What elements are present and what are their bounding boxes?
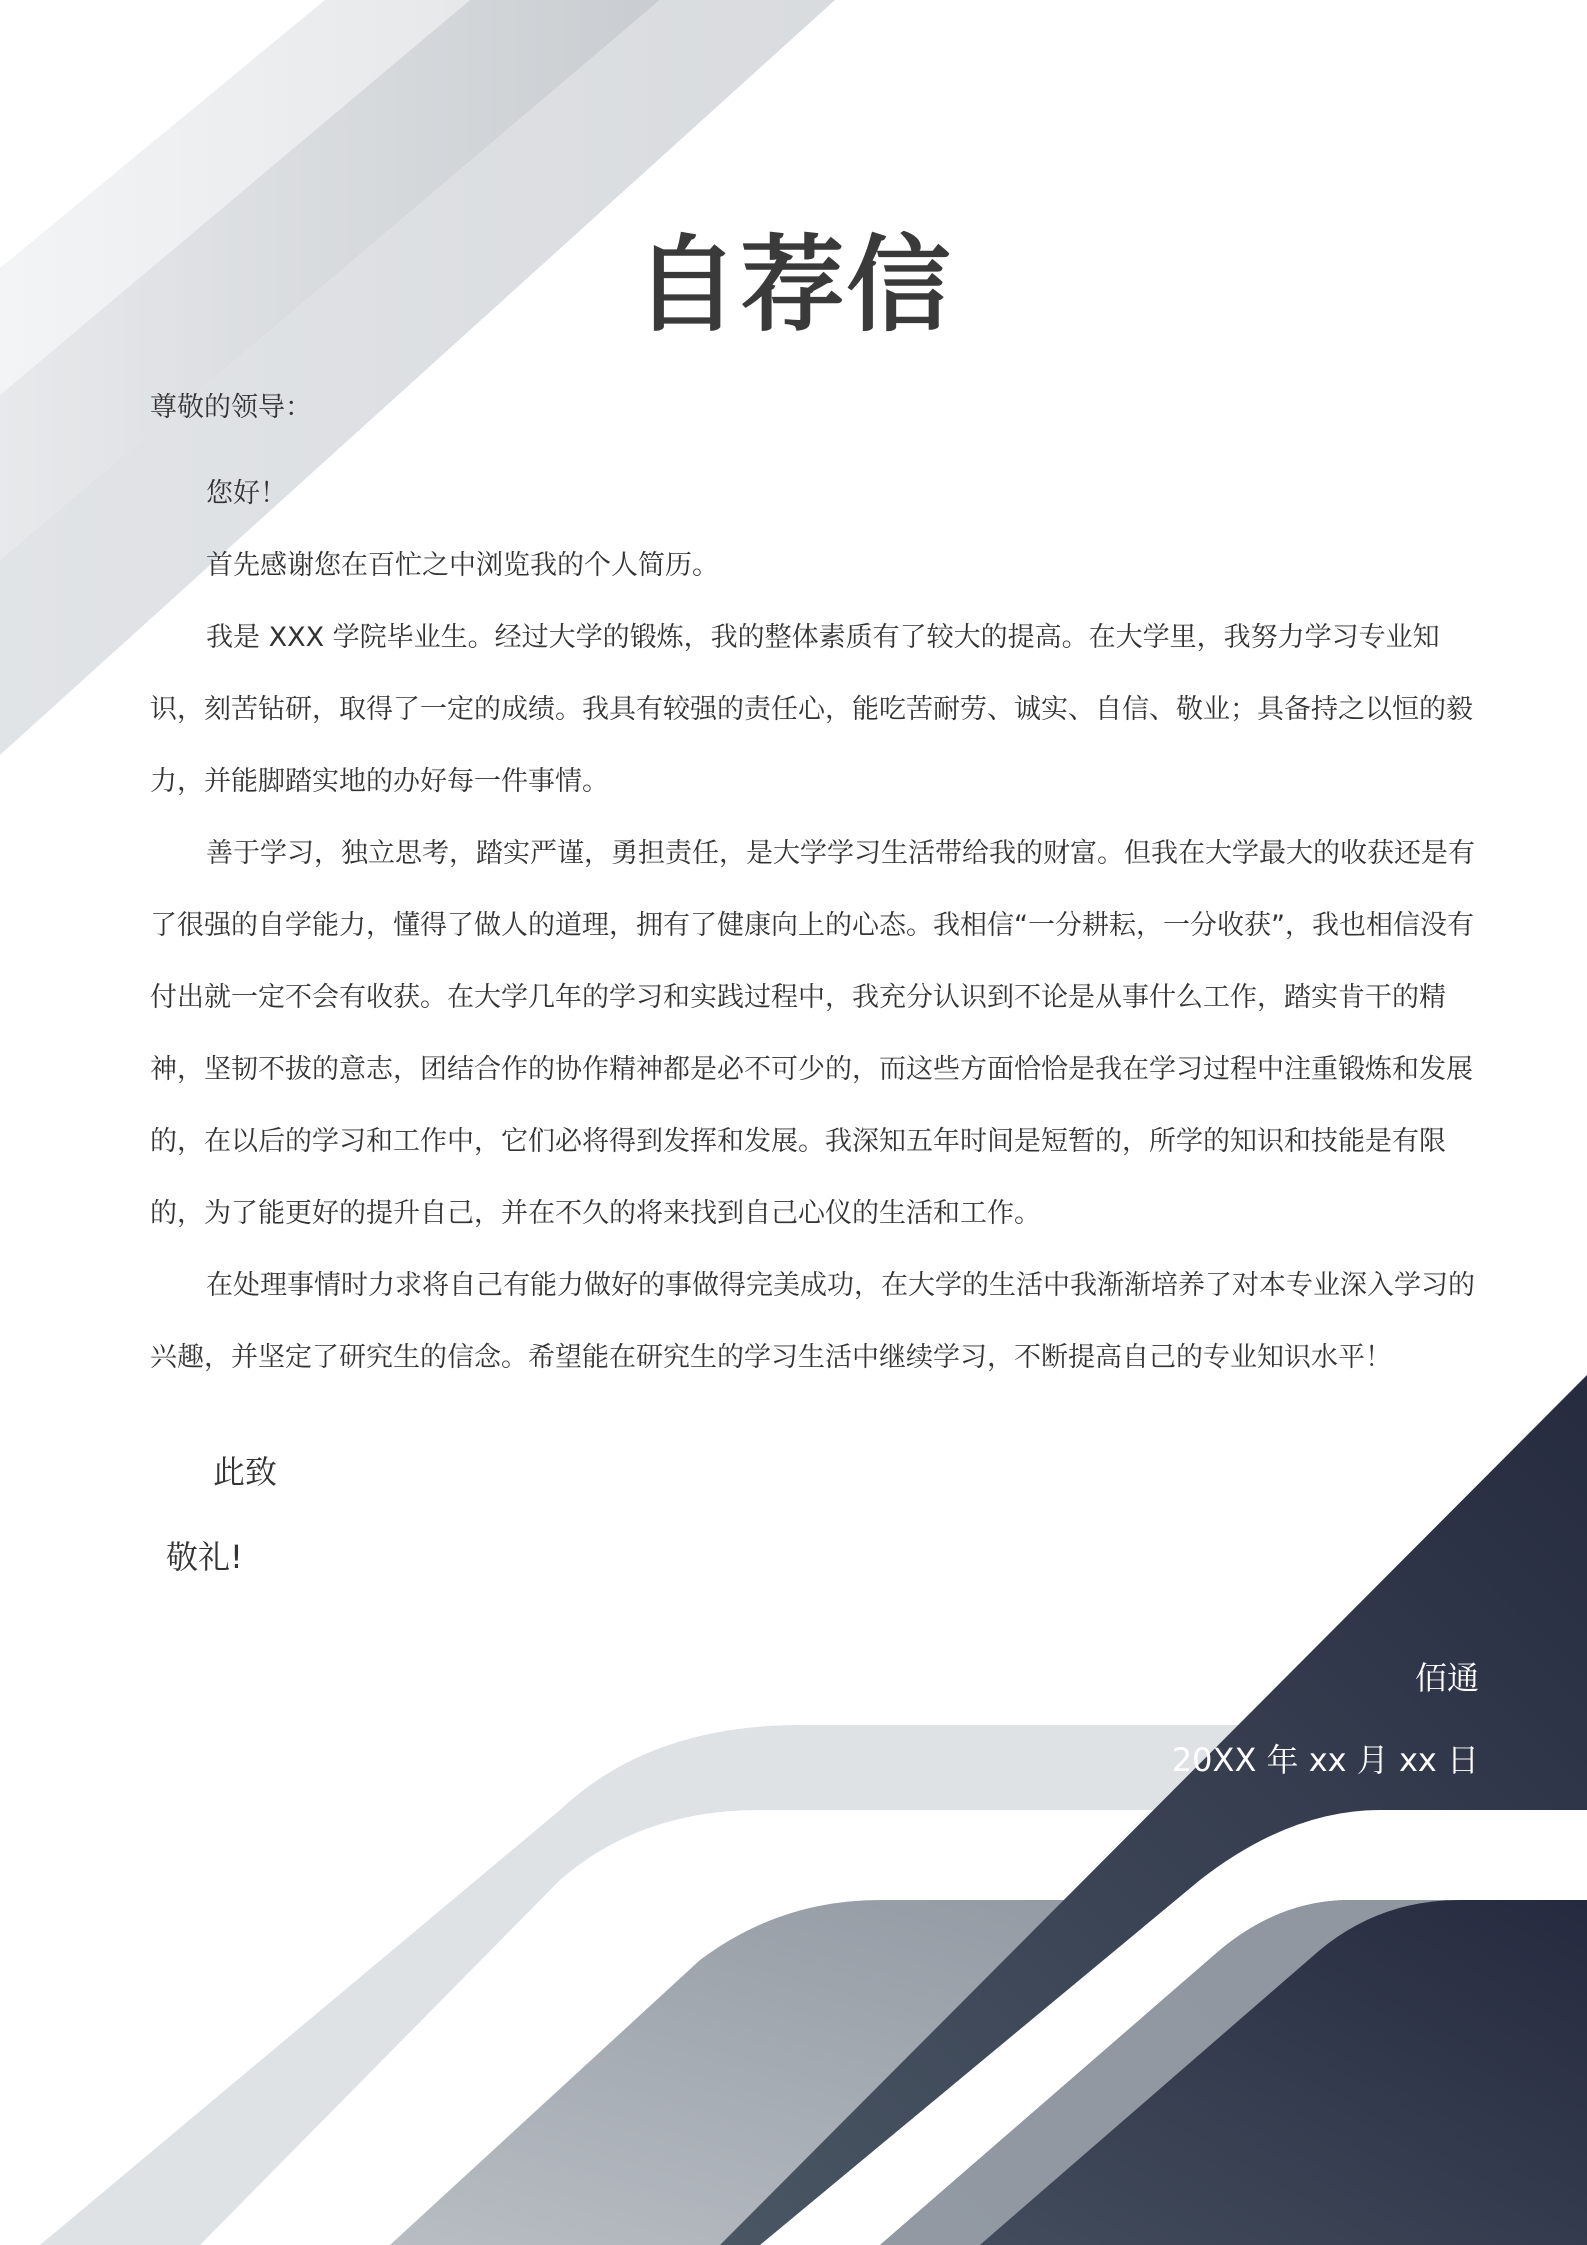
paragraph-intro: 我是 XXX 学院毕业生。经过大学的锻炼，我的整体素质有了较大的提高。在大学里，我努力学习专业知识，刻苦钻研，取得了一定的成绩。我具有较强的责任心，能吃苦耐劳、诚实、自信、敬业；具备持之以恒的毅力，并能脚踏实地的办好每一件事情。 <box>150 622 1473 797</box>
paragraph-thanks: 首先感谢您在百忙之中浏览我的个人简历。 <box>206 550 719 581</box>
page-title: 自荐信 <box>634 224 953 346</box>
paragraph-goals: 在处理事情时力求将自己有能力做好的事做得完美成功，在大学的生活中我渐渐培养了对本专业深入学习的兴趣，并坚定了研究生的信念。希望能在研究生的学习生活中继续学习，不断提高自己的专业知识水平！ <box>150 1270 1475 1373</box>
letter-body <box>150 458 1480 1394</box>
signature-name: 佰通 <box>1414 1659 1479 1697</box>
salutation: 尊敬的领导： <box>150 392 312 423</box>
signature-date: 20XX 年 xx 月 xx 日 <box>1171 1741 1479 1779</box>
paragraph-greeting: 您好！ <box>206 478 287 509</box>
paragraph-strengths: 善于学习，独立思考，踏实严谨，勇担责任，是大学学习生活带给我的财富。但我在大学最大的收获还是有了很强的自学能力，懂得了做人的道理，拥有了健康向上的心态。我相信“一分耕耘，一分收获”，我也相信没有付出就一定不会有收获。在大学几年的学习和实践过程中，我充分认识到不论是从事什么工作，踏实肯干的精神，坚韧不拔的意志，团结合作的协作精神都是必不可少的，而这些方面恰恰是我在学习过程中注重锻炼和发展的，在以后的学习和工作中，它们必将得到发挥和发展。我深知五年时间是短暂的，所学的知识和技能是有限的，为了能更好的提升自己，并在不久的将来找到自己心仪的生活和工作。 <box>150 838 1475 1229</box>
closing-line-1: 此致 <box>213 1453 278 1491</box>
closing-line-2: 敬礼! <box>166 1538 243 1576</box>
